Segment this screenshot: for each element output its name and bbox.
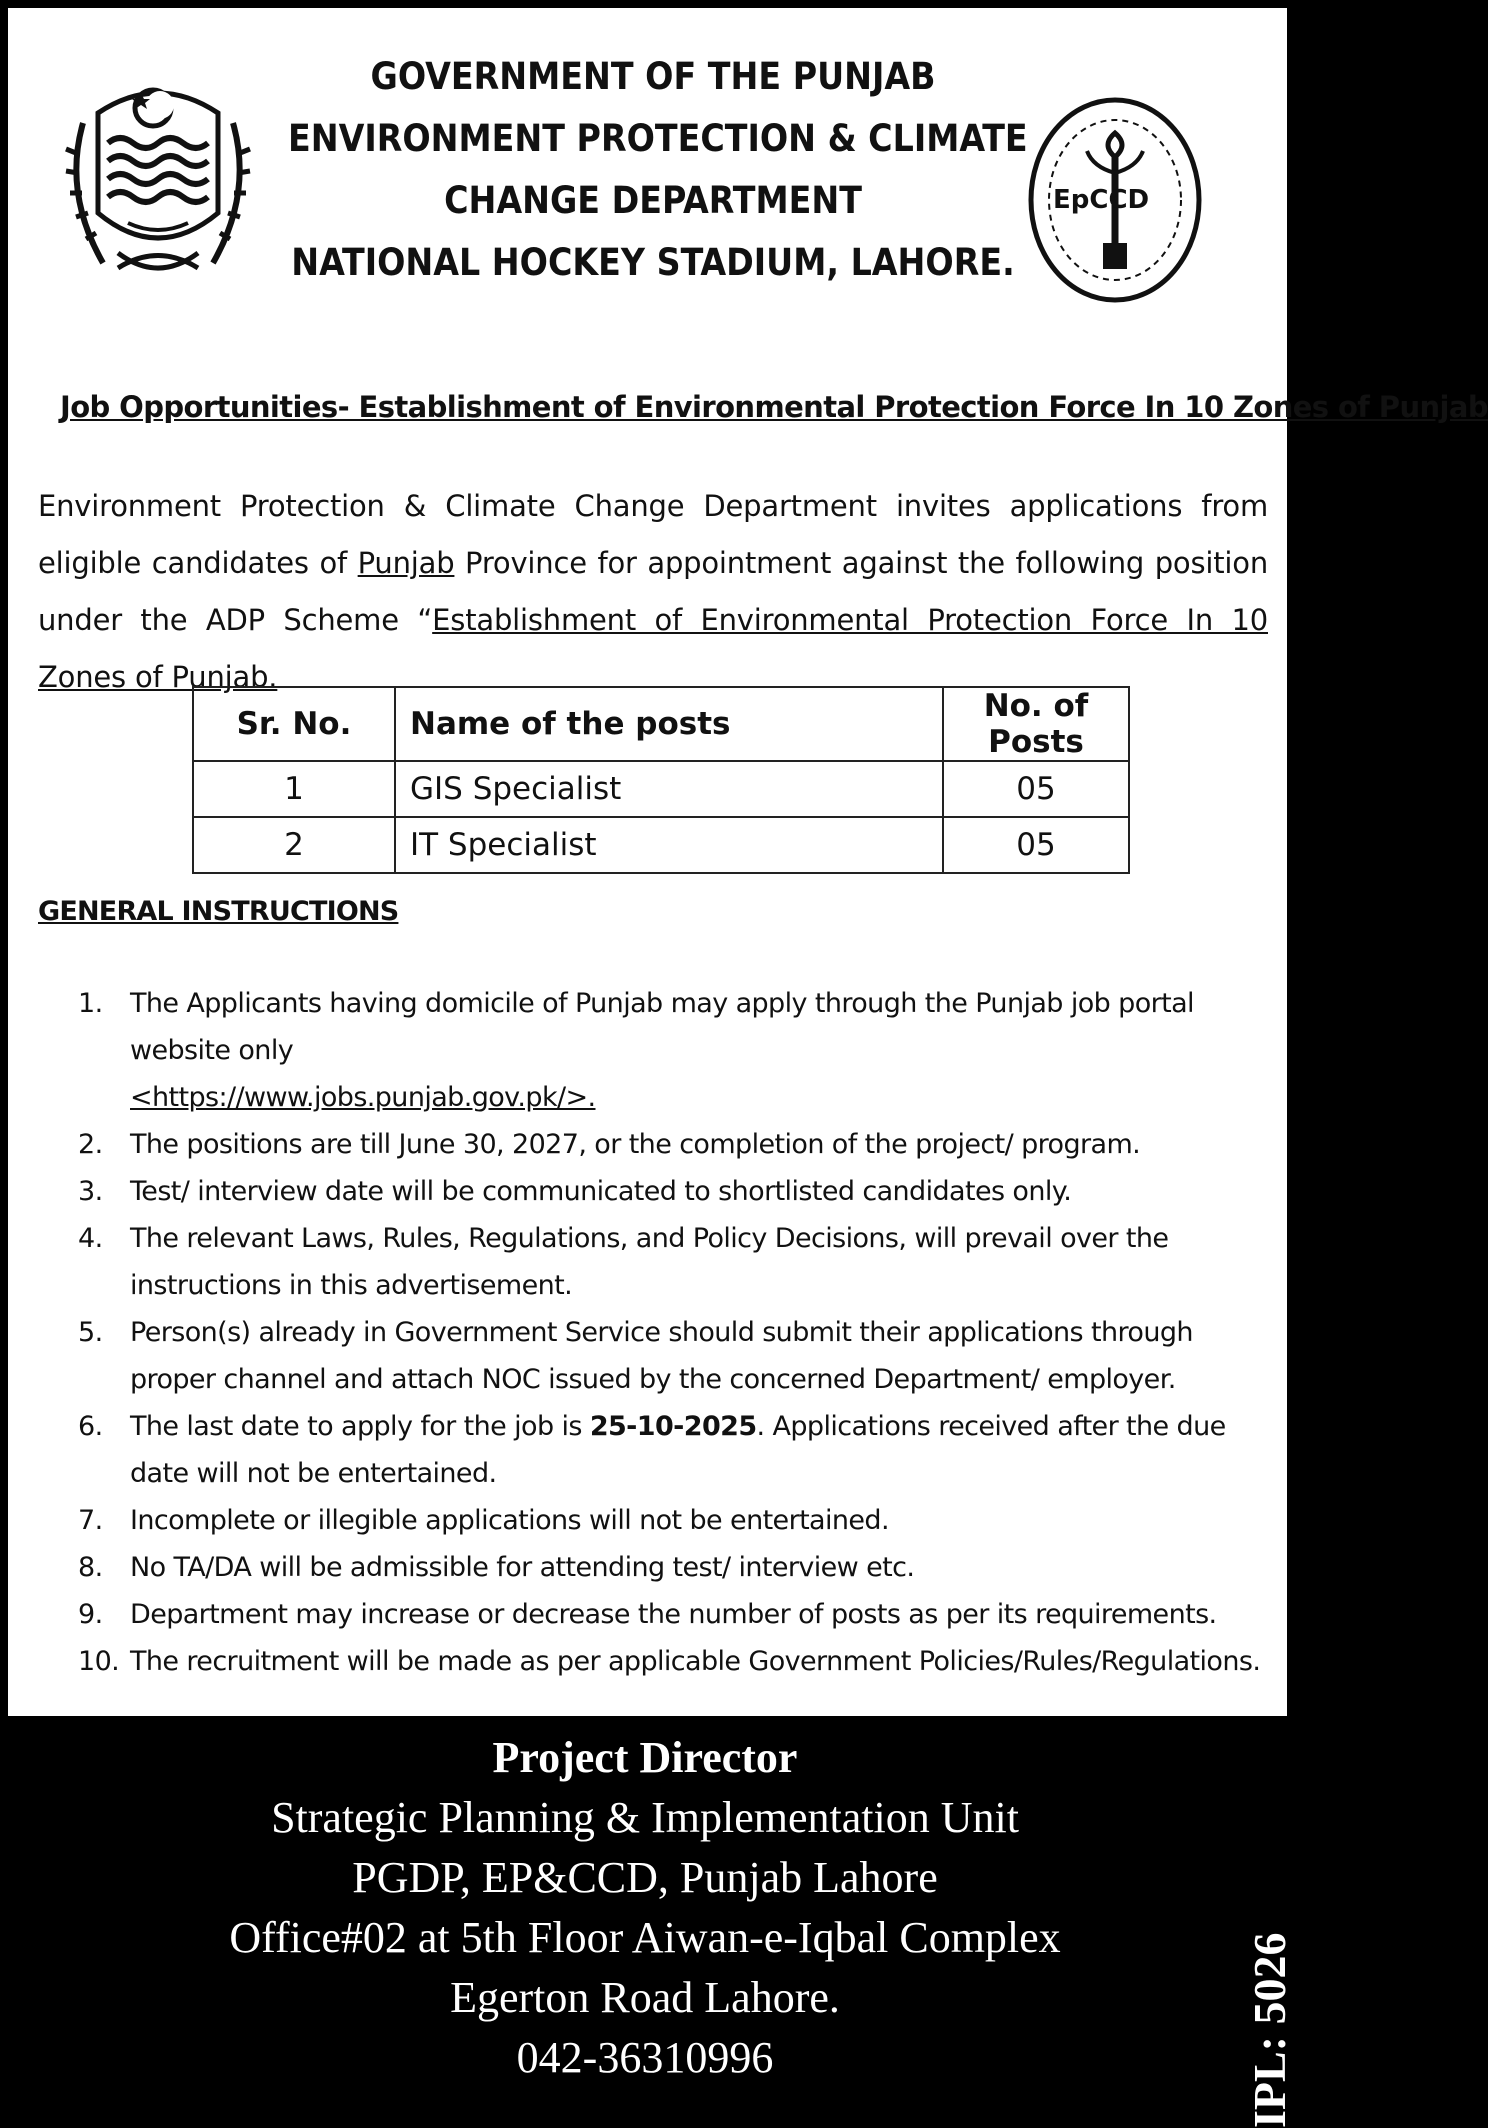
list-item xyxy=(78,1403,1263,1497)
item-text: Test/ interview date will be communicated to shortlisted candidates only. xyxy=(130,1168,1263,1215)
jobs-portal-link[interactable]: <https://www.jobs.punjab.gov.pk/>. xyxy=(130,1082,596,1113)
footer-office-address: Office#02 at 5th Floor Aiwan-e-Iqbal Complex xyxy=(90,1908,1200,1968)
intro-text-part2: Province for appointment against the following position under the ADP Scheme “ xyxy=(38,546,1268,637)
footer-phone: 042-36310996 xyxy=(90,2028,1200,2088)
list-item xyxy=(78,1497,1263,1544)
item-number: 8. xyxy=(78,1544,130,1591)
table-row xyxy=(193,761,1129,817)
item-text: The Applicants having domicile of Punjab may apply through the Punjab job portal website only xyxy=(130,988,1194,1066)
footer-unit: Strategic Planning & Implementation Unit xyxy=(90,1788,1200,1848)
item-number: 4. xyxy=(78,1215,130,1309)
cell-sr-no: 2 xyxy=(193,817,395,873)
instructions-list xyxy=(78,980,1263,1685)
header-line-department: ENVIRONMENT PROTECTION & CLIMATE xyxy=(288,108,1018,170)
item-text: No TA/DA will be admissible for attending test/ interview etc. xyxy=(130,1544,1263,1591)
item-text: Incomplete or illegible applications will not be entertained. xyxy=(130,1497,1263,1544)
header-line-government: GOVERNMENT OF THE PUNJAB xyxy=(288,46,1018,108)
item-text: Person(s) already in Government Service should submit their applications through proper channel and attach NOC issued by the concerned Department/ employer. xyxy=(130,1309,1263,1403)
footer-project-director: Project Director xyxy=(90,1728,1200,1788)
intro-province: Punjab xyxy=(358,546,455,580)
item-number: 3. xyxy=(78,1168,130,1215)
item-number: 7. xyxy=(78,1497,130,1544)
item-text: The recruitment will be made as per applicable Government Policies/Rules/Regulations. xyxy=(130,1638,1263,1685)
ipl-code: IPL: 5026 xyxy=(1245,1933,1295,2128)
epccd-seal-icon xyxy=(1023,93,1208,308)
job-opportunities-title: Job Opportunities- Establishment of Environmental Protection Force In 10 Zones of Punjab xyxy=(60,390,1250,424)
item-number: 6. xyxy=(78,1403,130,1497)
table-row xyxy=(193,817,1129,873)
intro-paragraph xyxy=(38,478,1268,706)
last-date: 25-10-2025 xyxy=(590,1411,757,1442)
department-header xyxy=(288,46,1018,294)
list-item xyxy=(78,1309,1263,1403)
cell-post-count: 05 xyxy=(943,817,1129,873)
list-item xyxy=(78,980,1263,1121)
list-item xyxy=(78,1168,1263,1215)
list-item xyxy=(78,1121,1263,1168)
item-number: 2. xyxy=(78,1121,130,1168)
list-item xyxy=(78,1544,1263,1591)
cell-post-count: 05 xyxy=(943,761,1129,817)
cell-post-name: IT Specialist xyxy=(395,817,943,873)
header-line-address: NATIONAL HOCKEY STADIUM, LAHORE. xyxy=(288,232,1018,294)
item-text: The positions are till June 30, 2027, or the completion of the project/ program. xyxy=(130,1121,1263,1168)
intro-scheme-name: Establishment of Environmental Protection Force In 10 Zones of Punjab. xyxy=(38,603,1268,694)
item-number: 10. xyxy=(78,1638,130,1685)
posts-table xyxy=(192,686,1130,874)
list-item xyxy=(78,1591,1263,1638)
footer-organization: PGDP, EP&CCD, Punjab Lahore xyxy=(90,1848,1200,1908)
seal-lettering: EpCCD xyxy=(1053,185,1149,215)
punjab-government-emblem-icon xyxy=(58,63,258,303)
notice-paper xyxy=(8,8,1287,1716)
item-text: Department may increase or decrease the number of posts as per its requirements. xyxy=(130,1591,1263,1638)
column-header-post-name: Name of the posts xyxy=(395,687,943,761)
item-number: 5. xyxy=(78,1309,130,1403)
column-header-sr-no: Sr. No. xyxy=(193,687,395,761)
item-text: The last date to apply for the job is xyxy=(130,1411,590,1442)
item-number: 1. xyxy=(78,980,130,1121)
footer-road-address: Egerton Road Lahore. xyxy=(90,1968,1200,2028)
item-number: 9. xyxy=(78,1591,130,1638)
table-header-row xyxy=(193,687,1129,761)
general-instructions-heading: GENERAL INSTRUCTIONS xyxy=(38,896,398,927)
item-text-cont: . Applications received after the due date will not be entertained. xyxy=(130,1411,1226,1489)
item-text: The relevant Laws, Rules, Regulations, and Policy Decisions, will prevail over the instructions in this advertisement. xyxy=(130,1215,1263,1309)
header-line-department-cont: CHANGE DEPARTMENT xyxy=(288,170,1018,232)
cell-post-name: GIS Specialist xyxy=(395,761,943,817)
intro-text-part1: Environment Protection & Climate Change Department invites applications from eligible candidates of xyxy=(38,489,1268,580)
column-header-post-count: No. of Posts xyxy=(943,687,1129,761)
list-item xyxy=(78,1638,1263,1685)
cell-sr-no: 1 xyxy=(193,761,395,817)
list-item xyxy=(78,1215,1263,1309)
